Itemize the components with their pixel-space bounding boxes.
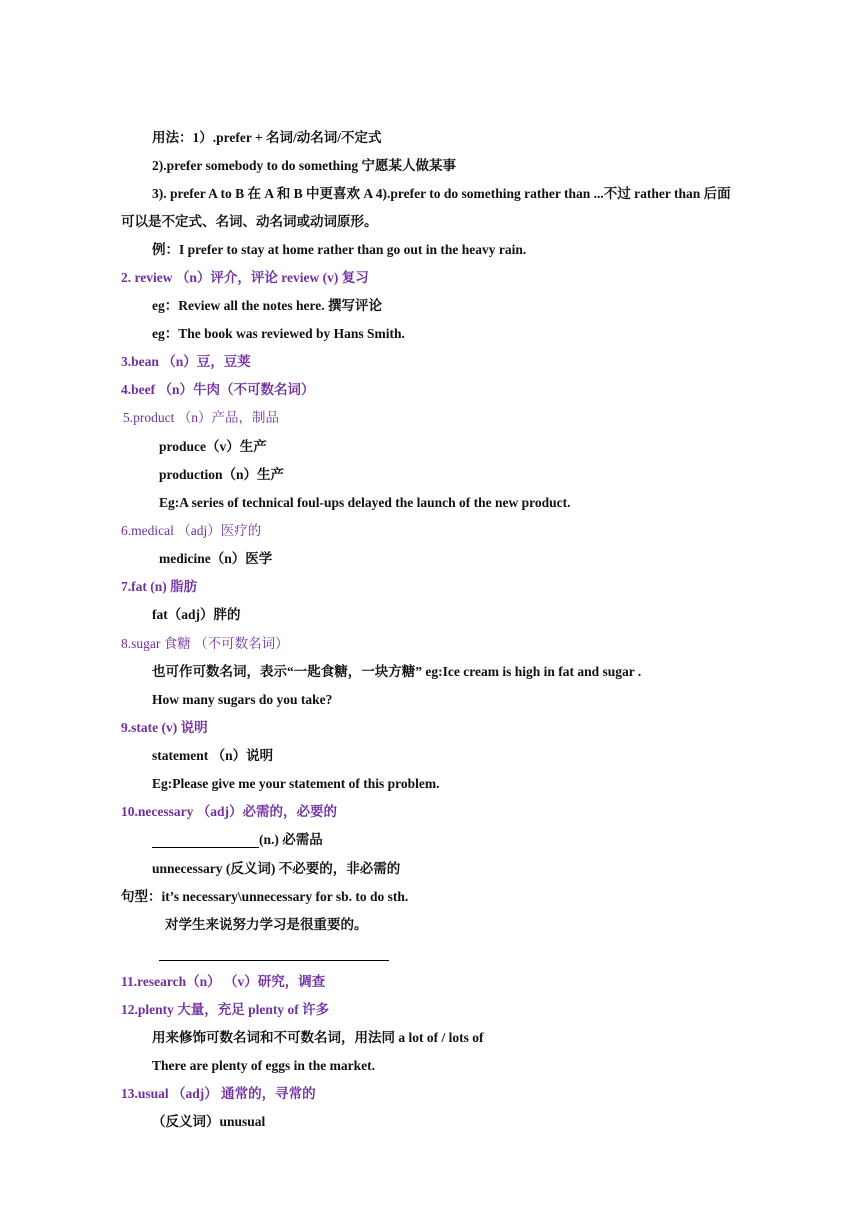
sugar-example: How many sugars do you take?	[152, 692, 333, 707]
plenty-example: There are plenty of eggs in the market.	[152, 1058, 375, 1073]
entry-sugar: 8.sugar 食糖 （不可数名词）	[121, 636, 289, 651]
product-example: Eg:A series of technical foul-ups delayed the launch of the new product.	[159, 495, 571, 510]
sugar-note: 也可作可数名词，表示“一匙食糖，一块方糖” eg:Ice cream is high in fat and sugar .	[152, 664, 642, 679]
entry-state: 9.state (v) 说明	[121, 720, 208, 735]
necessary-pattern: 句型：it’s necessary\unnecessary for sb. to do sth.	[121, 889, 409, 904]
entry-research: 11.research（n） （v）研究，调查	[121, 974, 326, 989]
prefer-example: 例：I prefer to stay at home rather than go out in the heavy rain.	[152, 242, 527, 257]
fill-blank-noun[interactable]	[152, 847, 259, 848]
medical-medicine: medicine（n）医学	[159, 551, 273, 566]
entry-medical: 6.medical （adj）医疗的	[121, 523, 262, 538]
state-example: Eg:Please give me your statement of this problem.	[152, 776, 440, 791]
prefer-usage-3-cont: 可以是不定式、名词、动名词或动词原形。	[121, 214, 378, 229]
necessary-antonym: unnecessary (反义词) 不必要的，非必需的	[152, 861, 401, 876]
entry-plenty: 12.plenty 大量，充足 plenty of 许多	[121, 1002, 330, 1017]
fat-adj: fat（adj）胖的	[152, 607, 241, 622]
translation-answer-blank[interactable]	[159, 960, 389, 961]
prefer-usage-2: 2).prefer somebody to do something 宁愿某人做某事	[152, 158, 456, 173]
product-produce: produce（v）生产	[159, 439, 267, 454]
prefer-usage-3: 3). prefer A to B 在 A 和 B 中更喜欢 A 4).prefer to do something rather than ...不过 rather than 后面	[152, 186, 731, 201]
usual-antonym: （反义词）unusual	[152, 1114, 266, 1129]
product-production: production（n）生产	[159, 467, 285, 482]
entry-product: 5.product （n）产品，制品	[123, 410, 279, 425]
necessary-noun: (n.) 必需品	[259, 832, 323, 847]
translation-prompt: 对学生来说努力学习是很重要的。	[165, 917, 368, 932]
state-statement: statement （n）说明	[152, 748, 274, 763]
entry-review: 2. review （n）评介，评论 review (v) 复习	[121, 270, 369, 285]
review-example-2: eg：The book was reviewed by Hans Smith.	[152, 326, 405, 341]
entry-usual: 13.usual （adj） 通常的，寻常的	[121, 1086, 316, 1101]
entry-necessary: 10.necessary （adj）必需的，必要的	[121, 804, 337, 819]
entry-beef: 4.beef （n）牛肉（不可数名词）	[121, 382, 315, 397]
review-example-1: eg：Review all the notes here. 撰写评论	[152, 298, 382, 313]
prefer-usage-1: 用法：1）.prefer + 名词/动名词/不定式	[152, 130, 382, 145]
entry-fat: 7.fat (n) 脂肪	[121, 579, 198, 594]
entry-bean: 3.bean （n）豆，豆荚	[121, 354, 251, 369]
plenty-note: 用来修饰可数名词和不可数名词，用法同 a lot of / lots of	[152, 1030, 484, 1045]
